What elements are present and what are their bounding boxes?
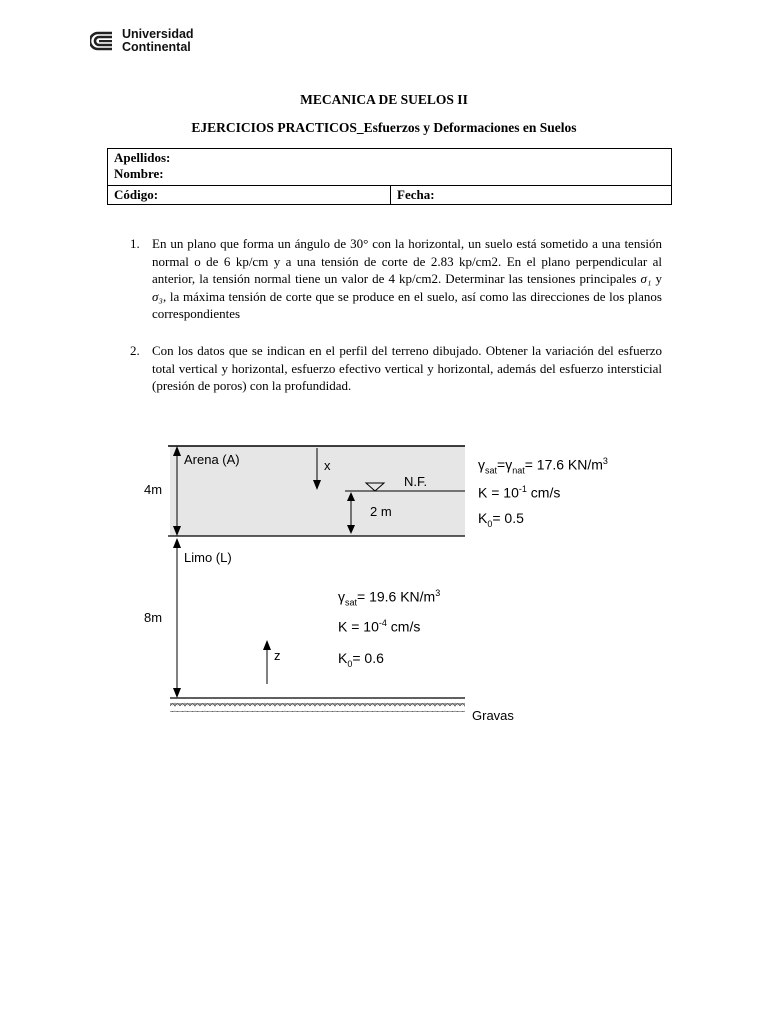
sand-layer-label: Arena (A) (184, 452, 240, 467)
sigma-1-symbol: σ₁ (640, 271, 652, 287)
k-exponent: -4 (378, 618, 387, 628)
k-prefix: K = 10 (478, 484, 519, 501)
student-info-table (107, 148, 672, 205)
silt-arrow-bottom (173, 688, 181, 698)
name-cell[interactable] (108, 149, 672, 186)
nat-subscript: nat (512, 465, 525, 476)
question-1-part-2: , la máxima tensión de corte que se produce en el suelo, así como las direcciones de los planos correspondientes (152, 288, 662, 322)
sand-unit-weight (478, 456, 608, 475)
gamma-symbol: γ (338, 588, 345, 605)
question-2 (130, 342, 662, 395)
codigo-label: Código: (114, 187, 159, 202)
fecha-cell[interactable] (391, 186, 672, 205)
k-unit: cm/s (526, 484, 561, 501)
soil-profile-figure (140, 420, 640, 740)
gamma-exponent: 3 (435, 588, 441, 598)
sigma-3-symbol: σ₃ (152, 288, 163, 304)
logo-line-2: Continental (122, 40, 191, 54)
sand-permeability (478, 484, 560, 501)
k0-value: = 0.6 (352, 650, 384, 666)
gamma-symbol: γ (478, 456, 485, 473)
sand-k0 (478, 510, 524, 529)
gamma-value: = 19.6 KN/m (357, 588, 436, 605)
equals-gamma: =γ (497, 456, 513, 473)
nf-depth-label: 2 m (370, 504, 392, 519)
question-1-part-1: En un plano que forma un ángulo de 30° con la horizontal, un suelo está sometido a una tensión normal o de 6 kp/cm y a una tensión de corte de 2.83 kp/cm2. En el plano perpendicular al anterior, la tensión normal tiene un valor de 4 kp/cm2. Determinar las tensiones principales (152, 236, 662, 287)
gravel-label: Gravas (472, 708, 514, 723)
question-number: 1. (130, 236, 140, 251)
apellidos-label: Apellidos: (114, 150, 171, 165)
k-exponent: -1 (518, 484, 527, 494)
gamma-value: = 17.6 KN/m (524, 456, 603, 473)
x-axis-label: x (324, 458, 331, 473)
k0-prefix: K (338, 650, 348, 666)
gamma-exponent: 3 (602, 456, 608, 466)
nombre-label: Nombre: (114, 166, 164, 181)
k0-subscript: 0 (347, 658, 353, 669)
sand-thickness-label: 4m (144, 482, 163, 497)
codigo-cell[interactable] (108, 186, 391, 205)
sat-subscript: sat (485, 465, 498, 476)
question-number: 2. (130, 343, 140, 358)
silt-permeability (338, 618, 420, 635)
k-prefix: K = 10 (338, 618, 379, 635)
logo-mark-icon (90, 30, 116, 52)
course-title: MECANICA DE SUELOS II (300, 92, 468, 107)
fecha-label: Fecha: (397, 187, 435, 202)
silt-unit-weight (338, 588, 440, 607)
z-arrow-head (263, 640, 271, 650)
silt-arrow-top (173, 538, 181, 548)
question-1 (130, 235, 662, 323)
z-axis-label: z (274, 648, 281, 663)
k-unit: cm/s (386, 618, 421, 635)
k0-value: = 0.5 (492, 510, 524, 526)
document-subtitle: EJERCICIOS PRACTICOS_Esfuerzos y Deformaciones en Suelos (191, 120, 577, 135)
logo-text (122, 28, 194, 54)
question-text (152, 235, 662, 323)
k0-prefix: K (478, 510, 488, 526)
silt-thickness-label: 8m (144, 610, 163, 625)
silt-k0 (338, 650, 384, 669)
question-text: Con los datos que se indican en el perfil del terreno dibujado. Obtener la variación del esfuerzo total vertical y horizontal, esfuerzo efectivo vertical y horizontal, además del esfuerzo intersticial (presión de poros) con la profundidad. (152, 343, 662, 394)
silt-layer-label: Limo (L) (184, 550, 232, 565)
water-table-label: N.F. (404, 474, 428, 489)
university-logo (90, 28, 194, 54)
k0-subscript: 0 (487, 518, 493, 529)
question-1-conj: y (651, 271, 662, 287)
sat-subscript: sat (345, 597, 358, 608)
logo-line-1: Universidad (122, 27, 194, 41)
gravel-layer (170, 698, 465, 712)
